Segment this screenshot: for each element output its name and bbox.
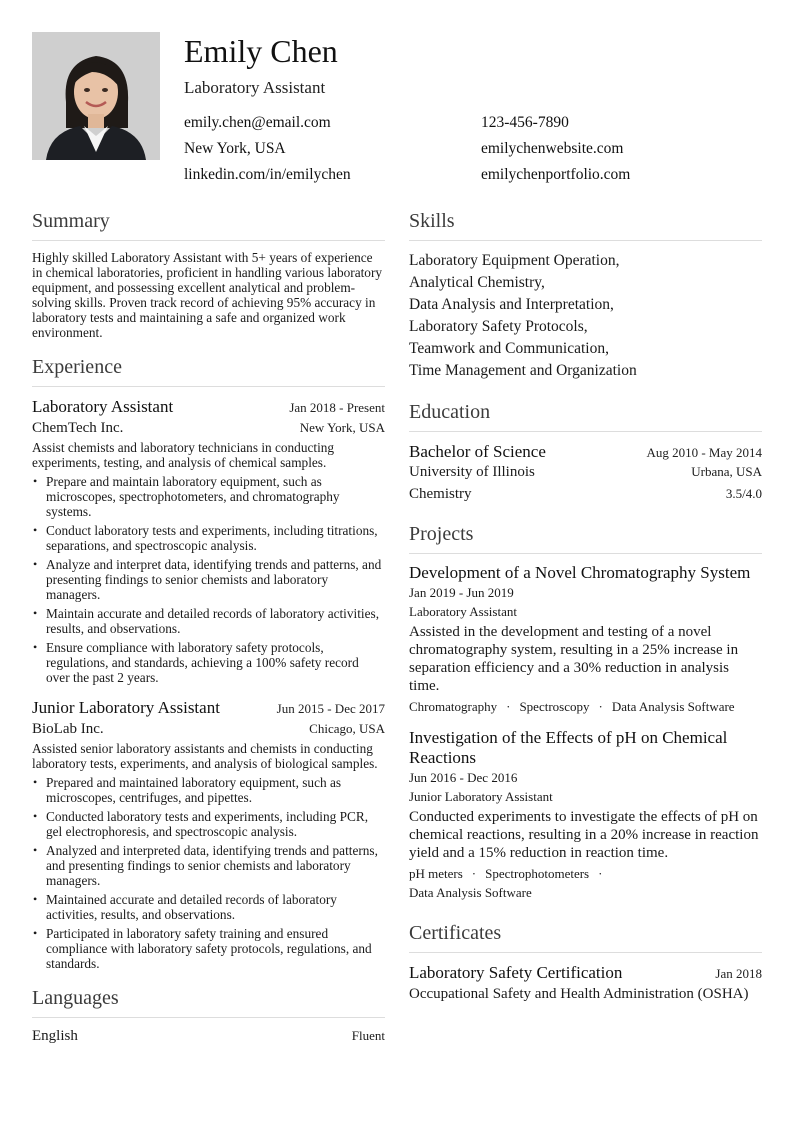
portfolio-link[interactable]: emilychenportfolio.com: [481, 166, 631, 183]
project-tag: Spectroscopy: [519, 699, 590, 714]
education-section: [409, 399, 762, 504]
summary-heading: Summary: [32, 208, 385, 241]
profile-photo: [32, 32, 160, 160]
job-dates: Jun 2015 - Dec 2017: [276, 701, 385, 716]
right-column: [409, 208, 762, 1003]
job-summary: Assisted senior laboratory assistants and chemists in conducting laboratory tests, experiments, and analysis of biological samples.: [32, 741, 378, 771]
certificate-name: Laboratory Safety Certification: [409, 963, 623, 982]
skill-item: Laboratory Equipment Operation,: [409, 252, 620, 269]
job-bullet: • Analyze and interpret data, identifying trends and patterns, and presenting findings to senior chemists and laboratory managers.: [32, 557, 385, 602]
project-tags: [409, 697, 762, 716]
phone-text: 123-456-7890: [481, 114, 569, 131]
project-dates: Jan 2019 - Jun 2019: [409, 585, 514, 600]
job-company: BioLab Inc.: [32, 721, 104, 737]
separator-dot: ·: [598, 699, 603, 714]
education-gpa: 3.5/4.0: [725, 486, 762, 501]
education-dates: Aug 2010 - May 2014: [646, 445, 762, 460]
language-name: English: [32, 1028, 78, 1044]
skill-item: Laboratory Safety Protocols,: [409, 318, 588, 335]
job-location: Chicago, USA: [309, 721, 385, 736]
job-role: Junior Laboratory Assistant: [32, 698, 220, 717]
separator-dot: ·: [506, 699, 511, 714]
experience-entry: [32, 396, 385, 685]
project-role: Laboratory Assistant: [409, 604, 517, 619]
left-column: [32, 208, 385, 1046]
job-bullet: • Participated in laboratory safety training and ensured compliance with laboratory safety protocols, regulations, and standards.: [32, 926, 385, 971]
project-description: Conducted experiments to investigate the effects of pH on chemical reactions, resulting in a 20% increase in reaction yield and a 15% reduction in reaction time.: [409, 809, 759, 861]
projects-heading: Projects: [409, 521, 762, 554]
job-bullet: • Prepared and maintained laboratory equipment, such as microscopes, centrifuges, and pipettes.: [32, 775, 385, 805]
project-tag: Data Analysis Software: [409, 885, 532, 900]
project-tag: Chromatography: [409, 699, 498, 714]
candidate-name: Emily Chen: [184, 33, 338, 69]
project-title: Investigation of the Effects of pH on Chemical Reactions: [409, 728, 728, 767]
education-location: Urbana, USA: [691, 464, 762, 479]
experience-heading: Experience: [32, 354, 385, 387]
email-link[interactable]: emily.chen@email.com: [184, 114, 331, 131]
job-bullet: • Prepare and maintain laboratory equipment, such as microscopes, spectrophotometers, and chromatography systems.: [32, 474, 385, 519]
certificate-date: Jan 2018: [715, 966, 762, 981]
education-field: Chemistry: [409, 486, 472, 502]
project-tags: [409, 864, 762, 902]
languages-heading: Languages: [32, 985, 385, 1018]
project-tag: Data Analysis Software: [611, 699, 735, 714]
experience-entry: [32, 697, 385, 971]
education-school: University of Illinois: [409, 464, 535, 480]
summary-text: Highly skilled Laboratory Assistant with 5+ years of experience in chemical laboratories, proficient in handling various laboratory equipment, and possessing excellent analytical and problem-solving skills. Proven track record of achieving 95% accuracy in laboratory tests and maintaining a safe and organized work environment.: [32, 250, 383, 340]
job-summary: Assist chemists and laboratory technicians in conducting experiments, testing, and analysis of chemical samples.: [32, 440, 335, 470]
candidate-title: Laboratory Assistant: [184, 78, 326, 97]
skill-item: Data Analysis and Interpretation,: [409, 296, 614, 313]
language-level: Fluent: [351, 1028, 385, 1043]
separator-dot: ·: [471, 866, 477, 881]
job-bullet: • Maintain accurate and detailed records of laboratory activities, results, and observations.: [32, 606, 385, 636]
certificates-section: [409, 920, 762, 1003]
job-bullet: • Conduct laboratory tests and experiments, including titrations, separations, and spectroscopic analysis.: [32, 523, 385, 553]
skill-item: Teamwork and Communication,: [409, 340, 609, 357]
job-bullets: [32, 775, 385, 971]
project-tag: Spectrophotometers: [485, 866, 590, 881]
project-title: Development of a Novel Chromatography System: [409, 563, 751, 582]
experience-section: [32, 354, 385, 971]
project-tag: pH meters: [409, 866, 463, 881]
project-dates: Jun 2016 - Dec 2016: [409, 770, 518, 785]
projects-section: [409, 521, 762, 902]
job-bullet: • Analyzed and interpreted data, identifying trends and patterns, and presenting findings to senior chemists and laboratory managers.: [32, 843, 385, 888]
project-description: Assisted in the development and testing of a novel chromatography system, resulting in a 25% increase in separation efficiency and a 30% reduction in analysis time.: [409, 624, 739, 694]
skill-item: Analytical Chemistry,: [409, 274, 545, 291]
project-entry: [409, 563, 762, 716]
project-entry: [409, 728, 762, 902]
languages-section: [32, 985, 385, 1046]
job-bullet: • Conducted laboratory tests and experiments, including PCR, gel electrophoresis, and spectroscopic analysis.: [32, 809, 385, 839]
linkedin-link[interactable]: linkedin.com/in/emilychen: [184, 166, 351, 183]
separator-dot: ·: [598, 866, 603, 881]
education-heading: Education: [409, 399, 762, 432]
education-degree: Bachelor of Science: [409, 442, 546, 461]
summary-section: [32, 208, 385, 340]
portrait-image: [32, 32, 160, 160]
job-dates: Jan 2018 - Present: [289, 400, 385, 415]
job-company: ChemTech Inc.: [32, 420, 124, 436]
job-bullets: [32, 474, 385, 685]
language-row: [32, 1027, 385, 1046]
job-bullet: • Maintained accurate and detailed records of laboratory activities, results, and observations.: [32, 892, 385, 922]
certificates-heading: Certificates: [409, 920, 762, 953]
certificate-issuer: Occupational Safety and Health Administration (OSHA): [409, 986, 749, 1002]
skills-heading: Skills: [409, 208, 762, 241]
job-bullet: • Ensure compliance with laboratory safety protocols, regulations, and standards, achieving a 100% safety record over the past 2 years.: [32, 640, 385, 685]
job-location: New York, USA: [299, 420, 385, 435]
skills-section: [409, 208, 762, 382]
skill-item: Time Management and Organization: [409, 362, 637, 379]
website-link[interactable]: emilychenwebsite.com: [481, 140, 624, 157]
location-text: New York, USA: [184, 140, 286, 157]
job-role: Laboratory Assistant: [32, 397, 174, 416]
project-role: Junior Laboratory Assistant: [409, 789, 553, 804]
